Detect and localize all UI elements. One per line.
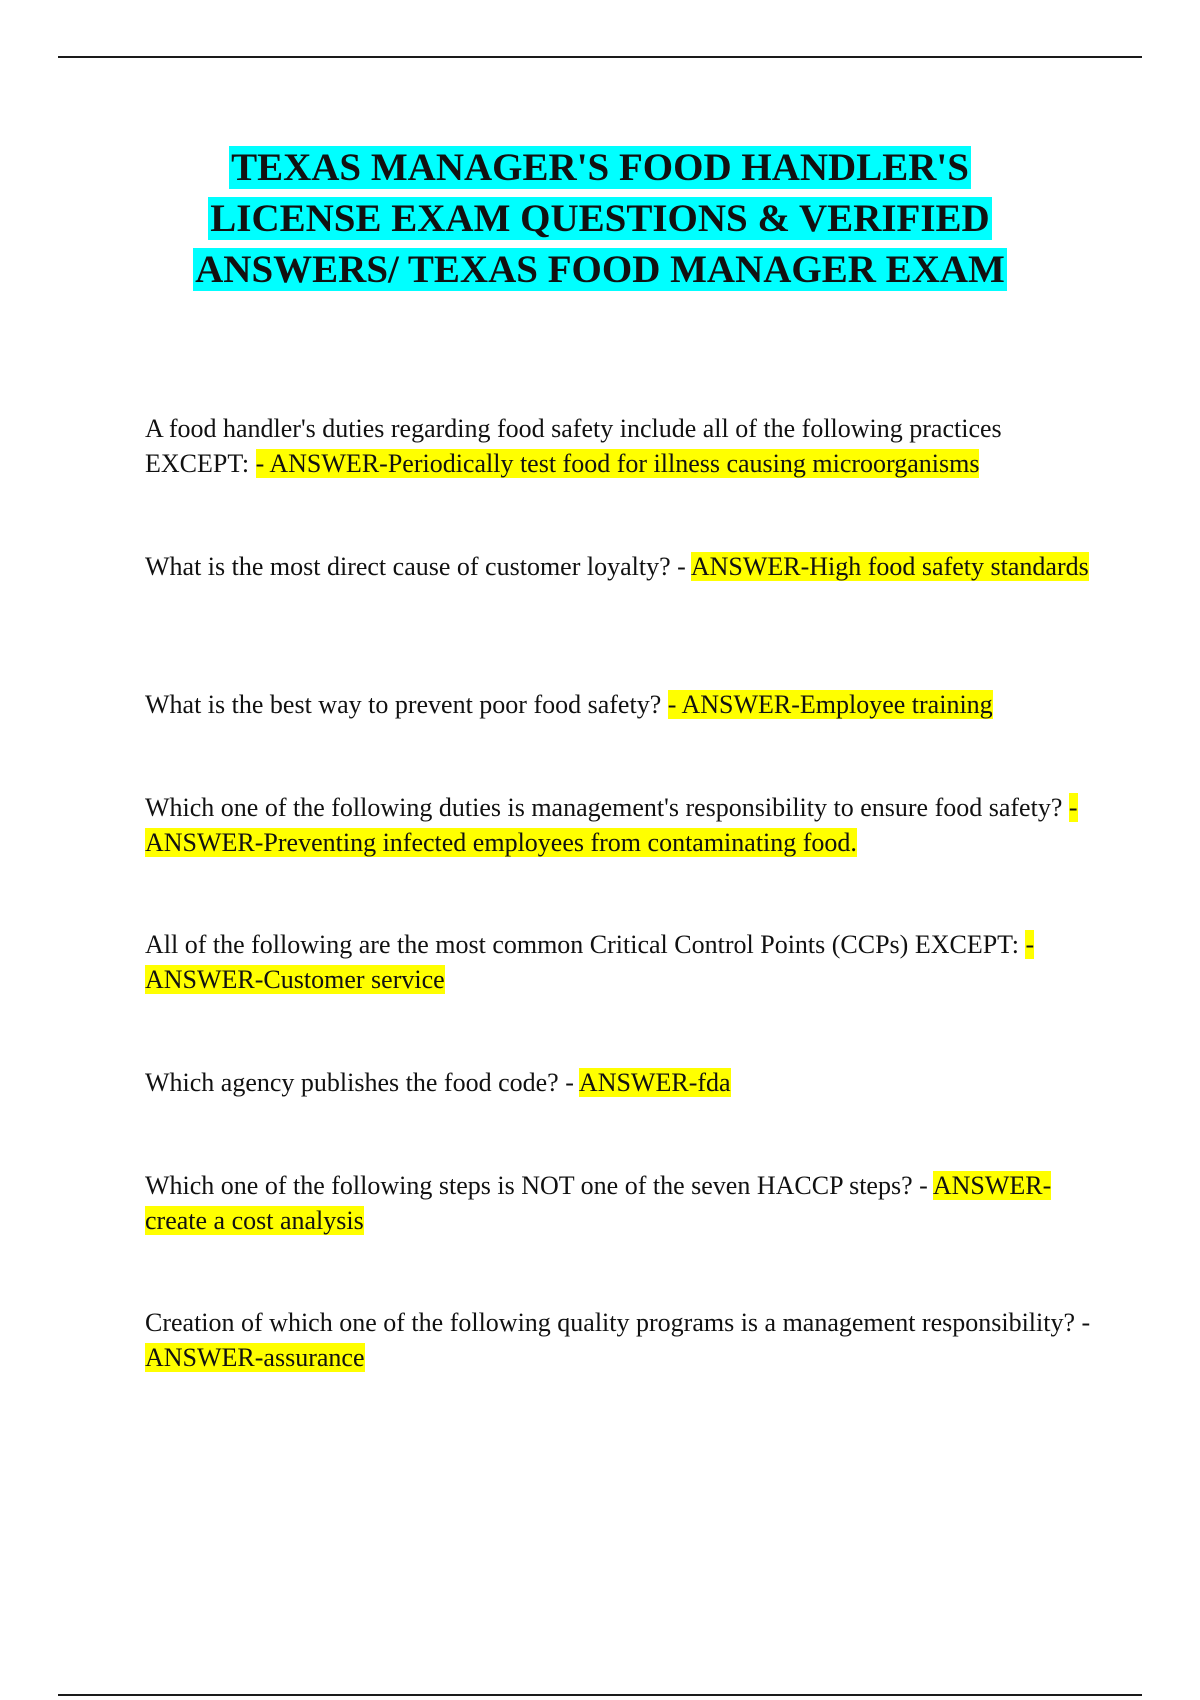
title-line-2: LICENSE EXAM QUESTIONS & VERIFIED [210, 197, 990, 240]
qa-item-5 [145, 928, 1095, 997]
qa-item-6 [145, 1066, 1095, 1101]
answer-text: ANSWER-create a cost analysis [145, 1171, 1052, 1235]
answer-text: ANSWER-fda [578, 1068, 731, 1097]
answer-text: - ANSWER-Preventing infected employees from contaminating food. [145, 793, 1078, 857]
question-text: Which one of the following steps is NOT one of the seven HACCP steps? - [145, 1171, 933, 1200]
answer-text: - ANSWER-Periodically test food for illness causing microorganisms [255, 448, 980, 478]
answer-text: - ANSWER-Employee training [667, 690, 993, 719]
qa-item-2 [145, 550, 1095, 585]
question-text: Which one of the following duties is management's responsibility to ensure food safety? [145, 793, 1069, 822]
qa-item-7 [145, 1169, 1095, 1238]
question-text: What is the best way to prevent poor food safety? [145, 690, 668, 719]
title-line-1: TEXAS MANAGER'S FOOD HANDLER'S [231, 146, 969, 189]
question-text: Creation of which one of the following quality programs is a management responsibility? - [145, 1308, 1091, 1337]
question-text: A food handler's duties regarding food safety include all of the following practices EXCEPT: [145, 414, 1002, 478]
top-rule [58, 56, 1142, 58]
qa-item-1 [145, 412, 1095, 481]
document-title [100, 142, 1100, 295]
bottom-rule [58, 1694, 1142, 1696]
qa-item-8 [145, 1306, 1095, 1375]
question-text: What is the most direct cause of customer loyalty? - [145, 552, 691, 581]
answer-text: - ANSWER-Customer service [145, 930, 1035, 994]
title-line-3: ANSWERS/ TEXAS FOOD MANAGER EXAM [195, 248, 1005, 291]
answer-text: ANSWER-assurance [145, 1342, 365, 1372]
qa-item-4 [145, 791, 1095, 860]
answer-text: ANSWER-High food safety standards [690, 552, 1089, 581]
question-text: All of the following are the most common Critical Control Points (CCPs) EXCEPT: [145, 930, 1026, 959]
question-text: Which agency publishes the food code? - [145, 1068, 579, 1097]
qa-item-3 [145, 688, 1095, 723]
